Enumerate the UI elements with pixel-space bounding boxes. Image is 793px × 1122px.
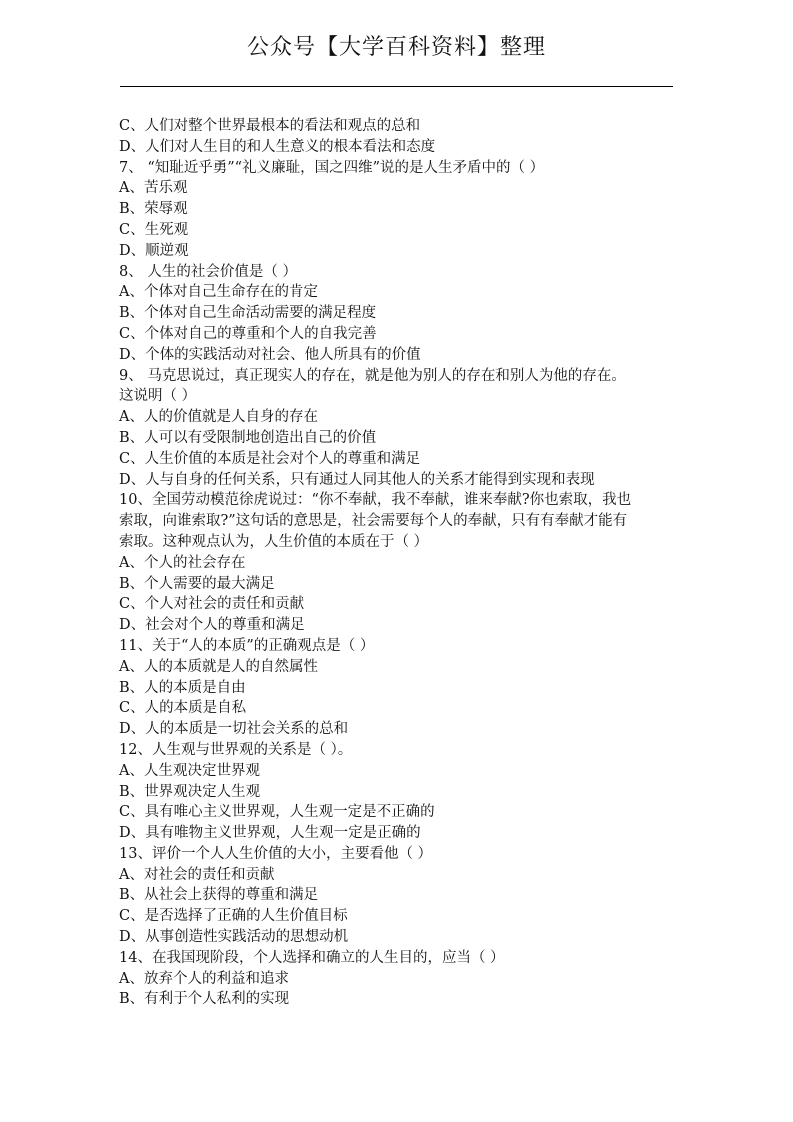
document-body bbox=[119, 116, 675, 1010]
option-line: C、具有唯心主义世界观，人生观一定是不正确的 bbox=[119, 804, 435, 821]
question-line: 这说明（ ） bbox=[119, 388, 197, 405]
question-line: 11、关于“人的本质”的正确观点是（ ） bbox=[119, 637, 375, 654]
option-line: A、人生观决定世界观 bbox=[119, 762, 260, 779]
option-line: D、具有唯物主义世界观，人生观一定是正确的 bbox=[119, 825, 421, 842]
question-line: 12、人生观与世界观的关系是（ ）。 bbox=[119, 741, 353, 758]
option-line: B、世界观决定人生观 bbox=[119, 783, 261, 800]
option-line: C、人的本质是自私 bbox=[119, 700, 247, 717]
option-line: C、人生价值的本质是社会对个人的尊重和满足 bbox=[119, 450, 421, 467]
option-line: B、有利于个人私利的实现 bbox=[119, 991, 290, 1008]
option-line: C、个人对社会的责任和贡献 bbox=[119, 596, 305, 613]
question-line: 9、 马克思说过，真正现实人的存在，就是他为别人的存在和别人为他的存在。 bbox=[119, 367, 626, 384]
option-line: A、人的本质就是人的自然属性 bbox=[119, 658, 318, 675]
option-line: A、苦乐观 bbox=[119, 180, 188, 197]
question-line: 10、全国劳动模范徐虎说过：“你不奉献，我不奉献，谁来奉献?你也索取，我也 bbox=[119, 492, 632, 509]
question-line: 索取。这种观点认为，人生价值的本质在于（ ） bbox=[119, 533, 429, 550]
text-line: D、人们对人生目的和人生意义的根本看法和态度 bbox=[119, 138, 436, 155]
option-line: D、从事创造性实践活动的思想动机 bbox=[119, 929, 349, 946]
option-line: B、个体对自己生命活动需要的满足程度 bbox=[119, 305, 377, 322]
option-line: A、放弃个人的利益和追求 bbox=[119, 970, 289, 987]
question-line: 7、 “知耻近乎勇”“礼义廉耻，国之四维”说的是人生矛盾中的（ ） bbox=[119, 159, 545, 176]
option-line: A、人的价值就是人自身的存在 bbox=[119, 409, 318, 426]
option-line: D、个体的实践活动对社会、他人所具有的价值 bbox=[119, 346, 421, 363]
option-line: A、个体对自己生命存在的肯定 bbox=[119, 284, 318, 301]
option-line: C、个体对自己的尊重和个人的自我完善 bbox=[119, 325, 377, 342]
option-line: B、从社会上获得的尊重和满足 bbox=[119, 887, 319, 904]
option-line: C、生死观 bbox=[119, 221, 189, 238]
option-line: B、人的本质是自由 bbox=[119, 679, 246, 696]
option-line: B、个人需要的最大满足 bbox=[119, 575, 275, 592]
option-line: D、人的本质是一切社会关系的总和 bbox=[119, 721, 349, 738]
question-line: 8、 人生的社会价值是（ ） bbox=[119, 263, 297, 280]
option-line: A、对社会的责任和贡献 bbox=[119, 866, 275, 883]
question-line: 13、评价一个人人生价值的大小，主要看他（ ） bbox=[119, 845, 433, 862]
question-line: 索取，向谁索取?”这句话的意思是，社会需要每个人的奉献，只有有奉献才能有 bbox=[119, 513, 628, 530]
option-line: B、人可以有受限制地创造出自己的价值 bbox=[119, 429, 377, 446]
option-line: B、荣辱观 bbox=[119, 201, 188, 218]
option-line: D、人与自身的任何关系，只有通过人同其他人的关系才能得到实现和表现 bbox=[119, 471, 595, 488]
page-header-title: 公众号【大学百科资料】整理 bbox=[246, 35, 546, 60]
header-divider bbox=[120, 86, 673, 87]
option-line: D、顺逆观 bbox=[119, 242, 189, 259]
option-line: D、社会对个人的尊重和满足 bbox=[119, 617, 305, 634]
question-line: 14、在我国现阶段，个人选择和确立的人生目的，应当（ ） bbox=[119, 949, 505, 966]
text-line: C、人们对整个世界最根本的看法和观点的总和 bbox=[119, 118, 421, 134]
option-line: C、是否选择了正确的人生价值目标 bbox=[119, 908, 348, 925]
option-line: A、个人的社会存在 bbox=[119, 554, 246, 571]
